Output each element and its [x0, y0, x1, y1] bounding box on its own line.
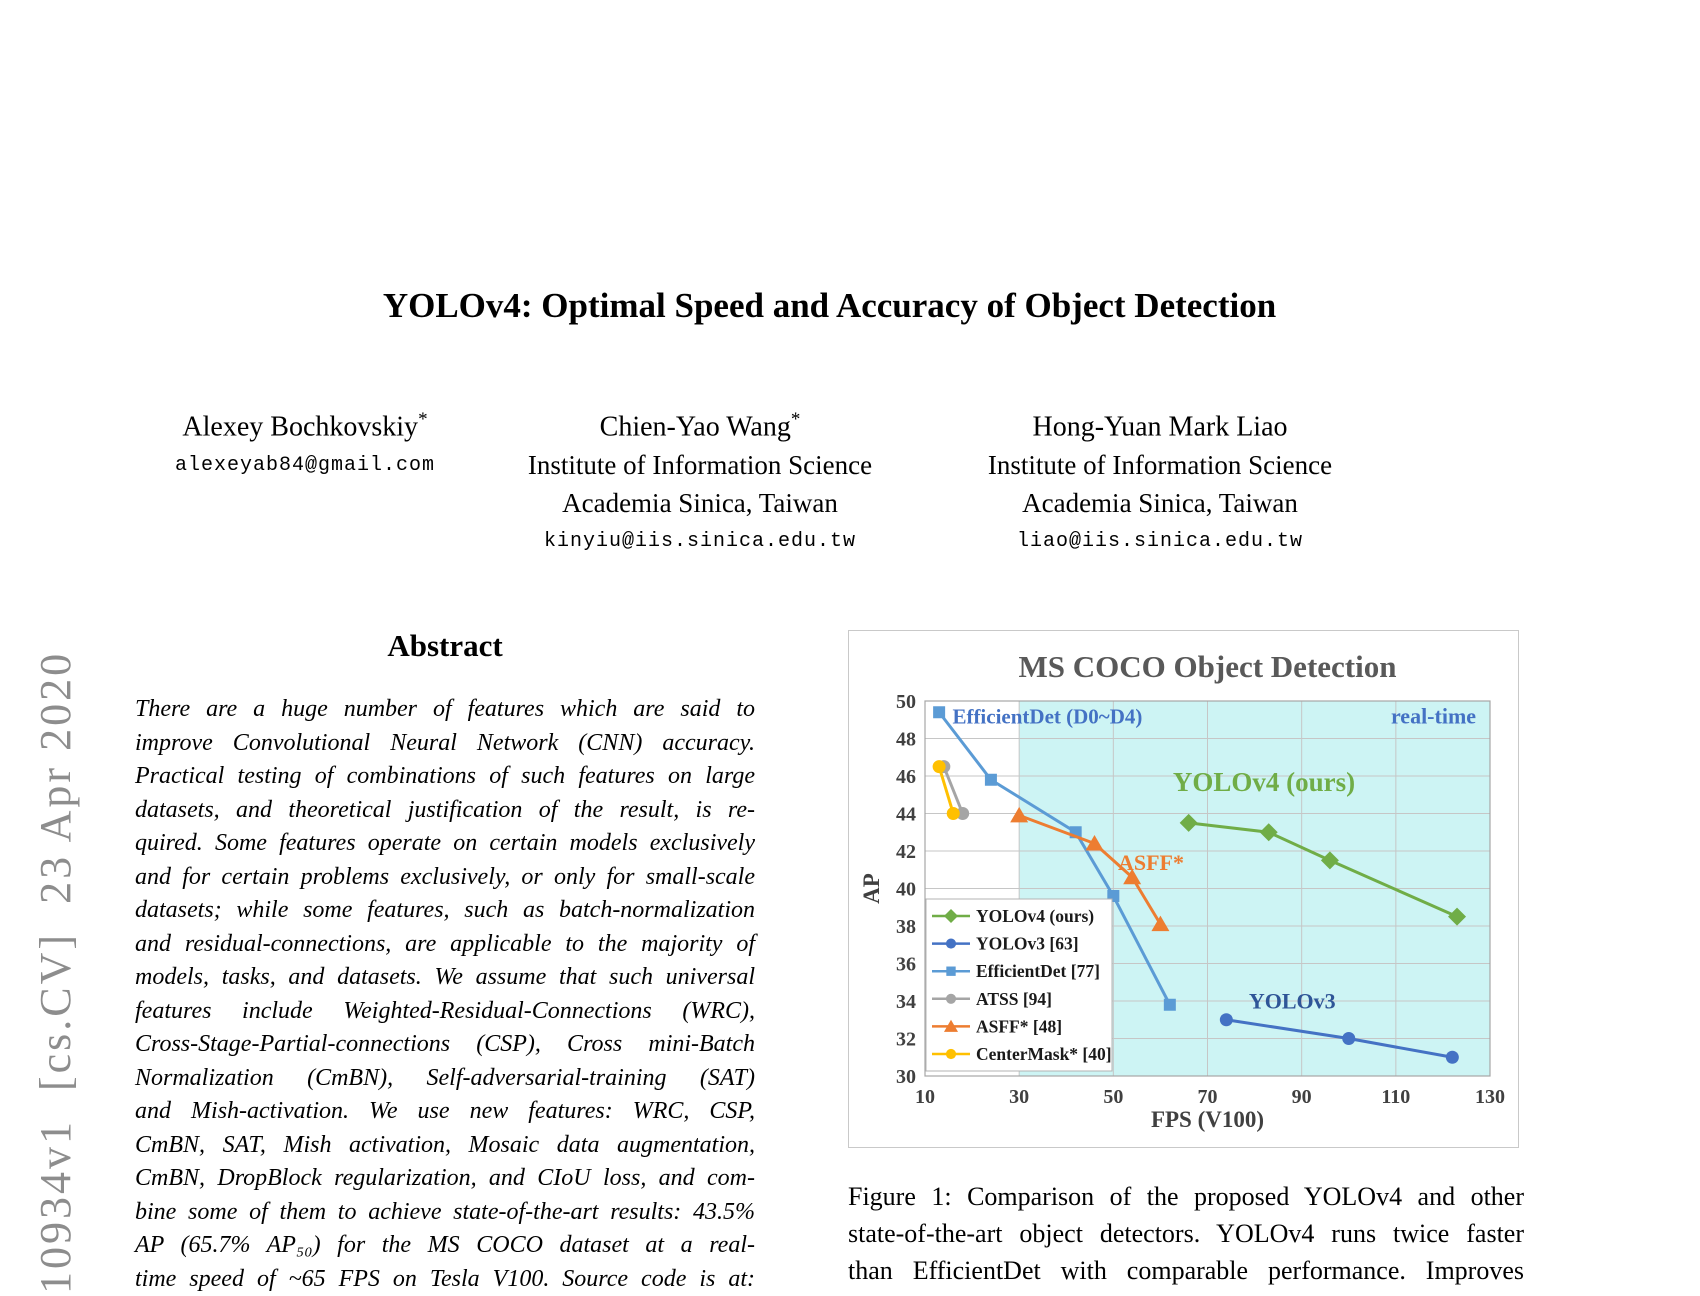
- author-block-2: [480, 401, 920, 555]
- svg-text:70: 70: [1198, 1086, 1218, 1108]
- data-point: [1164, 999, 1176, 1011]
- svg-text:30: 30: [896, 1066, 916, 1088]
- svg-text:110: 110: [1381, 1086, 1410, 1108]
- figure-caption-line: than EfficientDet with comparable performance. Improves: [848, 1252, 1524, 1289]
- svg-text:48: 48: [896, 729, 916, 751]
- abstract-line: Cross-Stage-Partial-connections (CSP), Cross mini-Batch: [135, 1028, 755, 1062]
- svg-text:50: 50: [896, 691, 916, 713]
- abstract-line: and Mish-activation. We use new features: WRC, CSP,: [135, 1095, 755, 1129]
- svg-text:32: 32: [896, 1029, 916, 1051]
- data-point: [947, 807, 960, 820]
- data-point: [1446, 1051, 1459, 1064]
- author-affiliation: Institute of Information Science: [940, 446, 1380, 484]
- svg-text:42: 42: [896, 841, 916, 863]
- data-point: [946, 1049, 956, 1059]
- data-point: [1220, 1013, 1233, 1026]
- data-point: [946, 967, 955, 976]
- svg-text:EfficientDet (D0~D4): EfficientDet (D0~D4): [952, 705, 1142, 729]
- author-name-text: Chien-Yao Wang: [600, 411, 791, 442]
- svg-text:ATSS [94]: ATSS [94]: [976, 989, 1052, 1009]
- abstract-line: bine some of them to achieve state-of-the-art results: 43.5%: [135, 1196, 755, 1230]
- author-block-1: [125, 401, 485, 479]
- data-point: [985, 774, 997, 786]
- abstract-line: and residual-connections, are applicable to the majority of: [135, 928, 755, 962]
- author-mark: *: [418, 409, 428, 430]
- abstract-line: features include Weighted-Residual-Connections (WRC),: [135, 995, 755, 1029]
- svg-text:FPS (V100): FPS (V100): [1151, 1107, 1264, 1132]
- svg-text:EfficientDet [77]: EfficientDet [77]: [976, 961, 1100, 981]
- svg-text:34: 34: [896, 991, 916, 1013]
- author-name: [125, 401, 485, 446]
- chart-legend: [926, 899, 1112, 1071]
- author-email: alexeyab84@gmail.com: [125, 453, 485, 479]
- svg-text:YOLOv3 [63]: YOLOv3 [63]: [976, 934, 1079, 954]
- abstract-line: datasets, and theoretical justification of the result, is re-: [135, 794, 755, 828]
- abstract-line: and for certain problems exclusively, or only for small-scale: [135, 861, 755, 895]
- svg-text:YOLOv3: YOLOv3: [1249, 989, 1336, 1014]
- svg-text:YOLOv4 (ours): YOLOv4 (ours): [1173, 767, 1355, 797]
- figure-1: [848, 630, 1519, 1148]
- author-email: liao@iis.sinica.edu.tw: [940, 529, 1380, 555]
- abstract-line: datasets; while some features, such as batch-normalization: [135, 894, 755, 928]
- arxiv-stamp: 10934v1 [cs.CV] 23 Apr 2020: [30, 651, 81, 1294]
- abstract-line: There are a huge number of features which are said to: [135, 693, 755, 727]
- author-mark: *: [791, 409, 801, 430]
- figure-caption: [848, 1178, 1524, 1289]
- abstract-line: time speed of ~65 FPS on Tesla V100. Source code is at:: [135, 1263, 755, 1296]
- abstract-line: improve Convolutional Neural Network (CNN) accuracy.: [135, 727, 755, 761]
- chart-svg: [849, 631, 1518, 1147]
- author-email: kinyiu@iis.sinica.edu.tw: [480, 529, 920, 555]
- svg-text:36: 36: [896, 954, 916, 976]
- author-block-3: [940, 401, 1380, 555]
- author-affiliation: Academia Sinica, Taiwan: [940, 484, 1380, 522]
- svg-text:30: 30: [1009, 1086, 1029, 1108]
- svg-text:CenterMask* [40]: CenterMask* [40]: [976, 1044, 1112, 1064]
- svg-text:38: 38: [896, 916, 916, 938]
- data-point: [946, 994, 956, 1004]
- page-title: YOLOv4: Optimal Speed and Accuracy of Object Detection: [135, 286, 1524, 326]
- data-point: [1342, 1032, 1355, 1045]
- svg-text:50: 50: [1103, 1086, 1123, 1108]
- svg-text:ASFF* [48]: ASFF* [48]: [976, 1016, 1062, 1036]
- abstract-line: Normalization (CmBN), Self-adversarial-training (SAT): [135, 1062, 755, 1096]
- svg-text:10: 10: [915, 1086, 935, 1108]
- data-point: [933, 706, 945, 718]
- svg-text:real-time: real-time: [1391, 704, 1476, 729]
- author-affiliation: Institute of Information Science: [480, 446, 920, 484]
- svg-text:90: 90: [1292, 1086, 1312, 1108]
- author-name: [480, 401, 920, 446]
- author-name: [940, 401, 1380, 446]
- data-point: [946, 939, 956, 949]
- abstract-line: AP (65.7% AP₅₀) for the MS COCO dataset at a real-: [135, 1229, 755, 1263]
- figure-caption-line: state-of-the-art object detectors. YOLOv4 runs twice faster: [848, 1215, 1524, 1252]
- abstract-body: [135, 693, 755, 1296]
- data-point: [933, 760, 946, 773]
- svg-text:40: 40: [896, 879, 916, 901]
- svg-text:MS COCO Object Detection: MS COCO Object Detection: [1019, 649, 1397, 684]
- svg-text:ASFF*: ASFF*: [1118, 850, 1184, 875]
- svg-text:130: 130: [1475, 1086, 1505, 1108]
- svg-text:YOLOv4 (ours): YOLOv4 (ours): [976, 906, 1094, 926]
- author-name-text: Alexey Bochkovskiy: [182, 411, 418, 442]
- svg-text:AP: AP: [859, 873, 884, 904]
- abstract-line: quired. Some features operate on certain models exclusively: [135, 827, 755, 861]
- svg-text:44: 44: [896, 804, 916, 826]
- figure-caption-line: Figure 1: Comparison of the proposed YOLOv4 and other: [848, 1178, 1524, 1215]
- author-affiliation: Academia Sinica, Taiwan: [480, 484, 920, 522]
- abstract-line: CmBN, SAT, Mish activation, Mosaic data augmentation,: [135, 1129, 755, 1163]
- abstract-line: models, tasks, and datasets. We assume that such universal: [135, 961, 755, 995]
- abstract-heading: Abstract: [135, 628, 755, 664]
- author-name-text: Hong-Yuan Mark Liao: [1032, 411, 1287, 442]
- svg-text:46: 46: [896, 766, 916, 788]
- abstract-line: CmBN, DropBlock regularization, and CIoU loss, and com-: [135, 1162, 755, 1196]
- abstract-line: Practical testing of combinations of such features on large: [135, 760, 755, 794]
